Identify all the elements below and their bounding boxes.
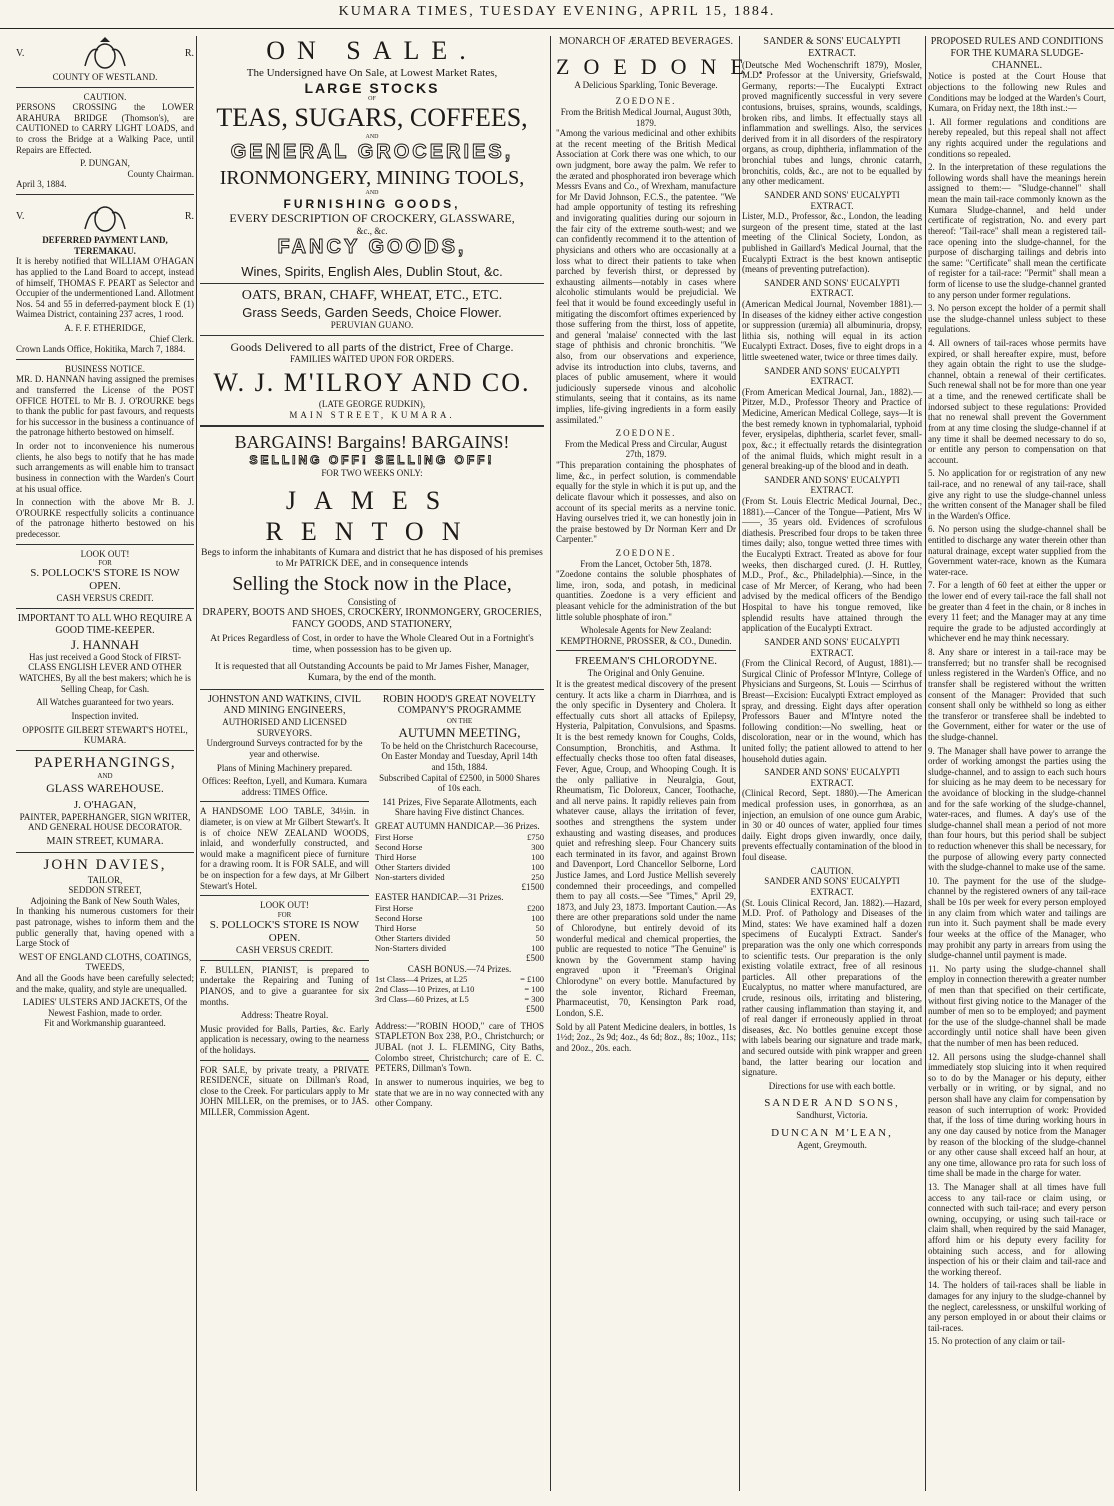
groceries-heading: GENERAL GROCERIES, bbox=[230, 140, 514, 163]
zoedone-heading: ZOEDONE. bbox=[556, 53, 778, 79]
county-heading: COUNTY OF WESTLAND. bbox=[52, 72, 158, 82]
cash-prizes: 1st Class—4 Prizes, at L25 = £100 2nd Class—10 Prizes, at L10 = 100 3rd Class—60 Prizes, at L5 = 300 £500 bbox=[375, 974, 544, 1015]
royal-arms-icon bbox=[70, 199, 140, 235]
davies-title: JOHN DAVIES, bbox=[43, 856, 167, 873]
column-rule bbox=[925, 36, 926, 1491]
teas-heading: TEAS, SUGARS, COFFEES, bbox=[216, 103, 528, 133]
column-1: V. R. COUNTY OF WESTLAND. CAUTION. PERSONS CROSSING the LOWER ARAHURA BRIDGE (Thomson's), are CAUTIONED to CARRY LIGHT LOADS, and to cross the Bridge at a Walking Pace, until Repairs are Effected. P. DUNGAN, County Chairman. April 3, 1884. V. R. DEFERRED PAYMENT LAND, TEREMAKAU. It is hereby notified that WILLIAM O'HAGAN has applied to the Land Board to accept, instead of himself, THOMAS F. PEART as Selector and Occupier of the undermentioned Land. Allotment Nos. 54 and 55 in deferred-payment block E (1) Waimea District, containing 237 acres, 1 rood. A. F. F. ETHERIDGE, Chief Clerk. Crown Lands Office, Hokitika, March 7, 1884. BUSINESS NOTICE. MR. D. HANNAN having assigned the premises and transferred the License of the POST OFFICE HOTEL to Mr B. J. O'ROURKE begs to thank the public for past favours, and requests for his successor in the business a continuance of the patronage hitherto bestowed on himself. In order not to inconvenience his numerous clients, he also begs to notify that he has made such arrangements as will enable him to transact business in connection with the Warden's Court at his usual office. In connection with the above Mr B. J. O'ROURKE respectfully solicits a continuance of the patronage hitherto bestowed on his predecessor. LOOK OUT! FOR S. POLLOCK'S STORE IS NOW OPEN. CASH VERSUS CREDIT. IMPORTANT TO ALL WHO REQUIRE A GOOD TIME-KEEPER. J. HANNAH Has just received a Good Stock of FIRST-CLASS ENGLISH LEVER AND OTHER WATCHES, By all the best makers; which he is Selling Cheap, for Cash. All Watches guaranteed for two years. Inspection invited. OPPOSITE GILBERT STEWART'S HOTEL, KUMARA. PAPERHANGINGS, AND GLASS WAREHOUSE. J. O'HAGAN, PAINTER, PAPERHANGER, SIGN WRITER, AND GENERAL HOUSE DECORATOR. MAIN STREET, KUMARA. JOHN DAVIES, TAILOR, SEDDON STREET, Adjoining the Bank of New South Wales, In thanking his numerous customers for their past patronage, wishes to inform them and the public generally that, having opened with a Large Stock of WEST OF ENGLAND CLOTHS, COATINGS, TWEEDS, And all the Goods have been carefully selected; and the make, quality, and style are unequalled. LADIES' ULSTERS AND JACKETS, Of the Newest Fashion, made to order. Fit and Workmanship guaranteed. bbox=[16, 36, 194, 1491]
rule-item: 4. All owners of tail-races whose permits have expired, or shall hereafter expire, must, before they again obtain the right to use the sludge-channel, obtain a renewal of their certificates. Such renewal shall not be for more than one year at a time, and the renewed certificate shall be indorsed subject to these regulations: Provided that no renewal shall prevent the Government from at any time closing the sludge-channel if at any time it shall be deemed necessary to do so, or entitle any person to compensation on that account. bbox=[928, 338, 1106, 465]
rule-item: 10. The payment for the use of the sludge-channel by the registered owners of any tail-race shall be 10s per week for every person employed in any claim from which water and tailings are run into it. Such payment shall be made every four weeks at the office of the Manager, who may prohibit any party in arrears from using the sludge-channel until payment is made. bbox=[928, 875, 1106, 961]
important-title: IMPORTANT TO ALL WHO REQUIRE A GOOD TIME-KEEPER. bbox=[17, 612, 193, 636]
prize-row: First Horse £750 bbox=[375, 831, 544, 842]
masthead: KUMARA TIMES, TUESDAY EVENING, APRIL 15, 1884. bbox=[0, 4, 1114, 29]
rule-item: 7. For a length of 60 feet at either the upper or the lower end of every tail-race the fall shall not be greater than 4 feet in the chain, or 8 inches in every 11 feet; and the Manager may at any time require the grade to be adjusted accordingly at whichever end he may think necessary. bbox=[928, 580, 1106, 644]
rule-item: 12. All persons using the sludge-channel shall immediately stop sluicing into it when required so to do by the Manager or his deputy, either verbally or in writing, or by signal, and no person shall have any claim for compensation by reason of such interruption of work: Provided that, if the loss of time during working hours in any one day caused by notice from the Manager by reason of the blocking of the sludge-channel or any other cause shall exceed half an hour, at any one time, allowance pro rata for such loss of time shall be made in the charge for water. bbox=[928, 1051, 1106, 1179]
sludge-rules-title: PROPOSED RULES AND CONDITIONS FOR THE KUMARA SLUDGE-CHANNEL. bbox=[930, 36, 1104, 71]
great-prizes: First Horse £750 Second Horse 300 Third Horse 100 Other Starters divided 100 Non-starters divided 250 £1500 bbox=[375, 831, 544, 892]
column-2: ON SALE. The Undersigned have On Sale, at Lowest Market Rates, LARGE STOCKS OF TEAS, SUGARS, COFFEES, AND GENERAL GROCERIES, IRONMONGERY, MINING TOOLS, AND FURNISHING GOODS, EVERY DESCRIPTION OF CROCKERY, GLASSWARE, &c., &c. FANCY GOODS, Wines, Spirits, English Ales, Dublin Stout, &c. OATS, BRAN, CHAFF, WHEAT, ETC., ETC. Grass Seeds, Garden Seeds, Choice Flower. PERUVIAN GUANO. Goods Delivered to all parts of the district, Free of Charge. FAMILIES WAITED UPON FOR ORDERS. W. J. M'ILROY AND CO. (LATE GEORGE RUDKIN), MAIN STREET, KUMARA. BARGAINS! Bargains! BARGAINS! SELLING OFF! SELLING OFF! FOR TWO WEEKS ONLY: JAMES RENTON Begs to inform the inhabitants of Kumara and district that he has disposed of his premises to Mr PATRICK DEE, and in consequence intends Selling the Stock now in the Place, Consisting of DRAPERY, BOOTS AND SHOES, CROCKERY, IRONMONGERY, GROCERIES, FANCY GOODS, AND STATIONERY, At Prices Regardless of Cost, in order to have the Whole Cleared Out in a Fortnight's time, when possession has to be given up. It is requested that all Outstanding Accounts be paid to Mr James Fisher, Manager, Kumara, by the end of the month. JOHNSTON AND WATKINS, CIVIL AND MINING ENGINEERS, AUTHORISED AND LICENSED SURVEYORS. Underground Surveys contracted for by the year and otherwise. Plans of Mining Machinery prepared. Offices: Reefton, Lyell, and Kumara. Kumara address: TIMES Office. A HANDSOME LOO TABLE, 34½in. in diameter, is on view at Mr Gilbert Stewart's. It is of choice NEW ZEALAND WOODS, inlaid, and wonderfully constructed, and would make a magnificent piece of furniture for a drawing room. It is FOR SALE, and will be on inspection for a few days, at Mr Gilbert Stewart's Hotel. LOOK OUT! FOR S. POLLOCK'S STORE IS NOW OPEN. CASH VERSUS CREDIT. F. BULLEN, PIANIST, is prepared to undertake the Repairing and Tuning of PIANOS, and to give a guarantee for six months. Address: Theatre Royal. Music provided for Balls, Parties, &c. Early application is necessary, owing to the nearness of the holidays. FOR SALE, by private treaty, a PRIVATE RESIDENCE, situate on Dillman's Road, close to the Creek. For particulars apply to Mr JOHN MILLER, on the premises, or to JAS. MILLER, Commission Agent. ROBIN HOOD'S GREAT NOVELTY COMPANY'S PROGRAMME ON THE AUTUMN MEETING, To be held on the Christchurch Racecourse, On Easter Monday and Tuesday, April 14th and 15th, 1884. Subscribed Capital of £2500, in 5000 Shares of 10s each. 141 Prizes, Five Separate Allotments, each Share having Five distinct Chances. GREAT AUTUMN HANDICAP.—36 Prizes. First Horse £750 Second Horse 300 Third Horse 100 Other Starters divided 100 Non-starters divided 250 £1500 EASTER HANDICAP.—31 Prizes. First Horse £200 Second Horse 100 Third Horse 50 Other Starters divided 50 Non-Starters divided 100 £500 CASH BONUS.—74 Prizes. 1st Class—4 Prizes, at L25 = £100 2nd Class—10 Prizes, at L10 = 100 3rd Class—60 Prizes, at L5 = 300 £500 Address:—"ROBIN HOOD," care of THOS STAPLETON Box 238, P.O., Christchurch; or JUBAL (not J. L. FLEMING, City Baths, Colombo street, Christchurch; care of E. C. PETERS, Dillman's Town. In answer to numerous inquiries, we beg to state that we are in no way connected with any other Company. bbox=[200, 36, 544, 1491]
loo-table-ad: A HANDSOME LOO TABLE, 34½in. in diameter, is on view at Mr Gilbert Stewart's. It is of choice NEW ZEALAND WOODS, inlaid, and wonderfully constructed, and would make a magnificent piece of furniture for a drawing room. It is FOR SALE, and will be on inspection for a few days, at Mr Gilbert Stewart's Hotel. bbox=[200, 806, 369, 891]
prize-row: Second Horse 100 bbox=[375, 912, 544, 923]
prize-row: Other Starters divided 100 bbox=[375, 861, 544, 872]
prize-row: Second Horse 300 bbox=[375, 841, 544, 852]
column-3: MONARCH OF ÆRATED BEVERAGES. ZOEDONE. A Delicious Sparkling, Tonic Beverage. ZOEDONE. From the British Medical Journal, August 30th, 1879. "Among the various medicinal and other exhibits at the recent meeting of the British Medical Association at Cork there was one which, to our own judgment, bore away the palm. We refer to the ærated and phosphorated iron beverage which Messrs Evans and Co., of Wrexham, manufacture for Mr David Johnson, F.C.S., the patentee. "We had ample opportunity of testing its refreshing and invigorating qualities during our sojourn in the fair city of the extreme south-west; and we can confidently recommend it to the attention of physicians and others who are occasionally at a loss what to direct their patients to take when parched by feverish thirst, or depressed by exhausting ailments—notably in cases where alcoholic stimulants would be prejudicial. We feel that it would be found exceedingly useful in mitigating the discomfort oftimes experienced by those suffering from the thirst, loss of appetite, and general 'malaise' connected with the last stage of phthisis and chronic bronchitis. "We also, from our observations and experience, advise its introduction into clubs, taverns, and places of public amusement, where it would judiciously supersede vinous and alcoholic stimulants, seeing that it contains, as its name implies, life-giving ingredients in a form easily assimilated." ZOEDONE. From the Medical Press and Circular, August 27th, 1879. "This preparation containing the phosphates of lime, &c., in perfect solution, is commendable equally for the style in which it is put up, and the delicate flavour which it possesses, and also on account of its special merits as a nervine tonic. Having ourselves tried it, we can honestly join in the praise bestowed by Dr Norman Kerr and Dr Carpenter." ZOEDONE. From the Lancet, October 5th, 1878. "Zoedone contains the soluble phosphates of lime, iron, soda, and potash, in medicinal quantities. Zoedone is a very efficient and pleasant vehicle for the administration of the but little soluble phosphate of iron." Wholesale Agents for New Zealand: KEMPTHORNE, PROSSER, & CO., Dunedin. FREEMAN'S CHLORODYNE. The Original and Only Genuine. It is the greatest medical discovery of the present century. It acts like a charm in Diarrhœa, and is the only specific in Dysentery and Cholera. It effectually cuts short all attacks of Epilepsy, Hysteria, Palpitation, Convulsions, and Spasms. It is the best remedy known for Coughs, Colds, Consumption, Bronchitis, and Asthma. It effectually checks those too often fatal diseases, Fever, Ague, Croup, and Whooping Cough. It is the only palliative in Neuralgia, Gout, Rheumatism, Tic Doloreux, Cancer, Toothache, and all nerve pains. It rapidly relieves pain from whatever cause, allays the irritation of fever, soothes and strengthens the system under exhausting and wasting diseases, and produces quiet and refreshing sleep. Four Chancery suits each terminated in its favor, and against Brown and Davenport, Lord Chancellor Selborne, Lord Justice James, and Lord Justice Mellish severely condemned their proceedings, and compelled them to pay all costs.—See "Times," April 29, 1873, and July 23, 1873. Important Caution.—As there are other preparations sold under the name of Chlorodyne, but entirely devoid of its wonderful medical and chemical properties, the public are requested to notice "The Genuine" is known by the Government stamp having engraved upon it "Freeman's Original Chlorodyne" on every bottle. Manufactured by the sole inventor, Richard Freeman, Pharmaceutist, 70, Kensington Park road, London, S.E. Sold by all Patent Medicine dealers, in bottles, 1s 1½d; 2oz., 2s 9d; 4oz., 4s 6d; 8oz., 8s; 10oz., 11s; and 20oz., 20s. each. bbox=[556, 36, 778, 1053]
column-rule bbox=[550, 36, 551, 1491]
rule-item: 14. The holders of tail-races shall be liable in damages for any injury to the sludge-channel by the neglect, carelessness, or unskilful working of any person employed in or about their claims or tail-races. bbox=[928, 1280, 1106, 1333]
mcilroy-heading: W. J. M'ILROY AND CO. bbox=[213, 368, 531, 398]
rule-item: 1. All former regulations and conditions are hereby repealed, but this repeal shall not affect any rights acquired under the regulations and conditions so repealed. bbox=[928, 116, 1106, 159]
royal-arms-icon bbox=[70, 36, 140, 72]
royal-crest: V. R. bbox=[16, 36, 194, 72]
bargains-heading: BARGAINS! Bargains! BARGAINS! bbox=[234, 432, 510, 453]
rule-item: 13. The Manager shall at all times have full access to any tail-race or claim using, or connected with such tail-race; and every person owning, occupying, or using such tail-race or claim shall, when required by the said Manager, afford him or his deputy every facility for obtaining such access, and for allowing inspection of his or their claim and tail-race and the working thereof. bbox=[928, 1181, 1106, 1277]
freeman-title: FREEMAN'S CHLORODYNE. bbox=[575, 655, 717, 668]
rule-item: 8. Any share or interest in a tail-race may be transferred; but no transfer shall be recognised unless registered in the Warden's Office, and no transfer shall be registered without the written consent of the Manager: Provided that such consent shall only be withheld so long as either the transferor or transferee shall be indebted to the Government, either for water or the use of the sludge-channel. bbox=[928, 647, 1106, 742]
prize-row: First Horse £200 bbox=[375, 902, 544, 913]
prize-row: 2nd Class—10 Prizes, at L10 = 100 bbox=[375, 984, 544, 995]
bullen-ad: F. BULLEN, PIANIST, is prepared to undertake the Repairing and Tuning of PIANOS, and to give a guarantee for six months. bbox=[200, 964, 369, 1007]
easter-prizes: First Horse £200 Second Horse 100 Third Horse 50 Other Starters divided 50 Non-Starters divided 100 £500 bbox=[375, 902, 544, 963]
column-5: PROPOSED RULES AND CONDITIONS FOR THE KUMARA SLUDGE-CHANNEL. Notice is posted at the Court House that objections to the following new Rules and Conditions may be lodged at the Warden's Court, Kumara, on Friday next, the 18th inst.:— 1. All former regulations and conditions are hereby repealed, but this repeal shall not affect any rights acquired under the regulations and conditions so repealed. 2. In the interpretation of these regulations the following words shall have the meanings herein assigned to them:— "Sludge-channel" shall mean the main tail-race commonly known as the Kumara Sludge-channel, and held under certificate of registration, No. and every part thereof: "Tail-race" shall mean a registered tail-race opening into the sludge-channel, for the purpose of discharging tailings and debris into the same: "Certificate" shall mean the certificate of register for a tail-race: "Permit" shall mean a form of license to use the sludge-channel granted to any person under former regulations. 3. No person except the holder of a permit shall use the sludge-channel unless subject to these regulations. 4. All owners of tail-races whose permits have expired, or shall hereafter expire, must, before they again obtain the right to use the sludge-channel, obtain a renewal of their certificates. Such renewal shall not be for more than one year at a time, and the renewed certificate shall be indorsed subject to these regulations: Provided that no renewal shall prevent the Government from at any time closing the sludge-channel if at any time it shall be deemed necessary to do so, or entitle any person to compensation on that account. 5. No application for or registration of any new tail-race, and no renewal of any tail-race, shall give any right to use the sludge-channel unless the written consent of the Manager shall be filed in the Warden's Office. 6. No person using the sludge-channel shall be entitled to discharge any water therein other than natural drainage, except water supplied from the Government water-race, known as the Kumara water-race. 7. For a length of 60 feet at either the upper or the lower end of every tail-race the fall shall not be greater than 4 feet in the chain, or 8 inches in every 11 feet; and the Manager may at any time require the grade to be adjusted accordingly at whichever end he may think necessary. 8. Any share or interest in a tail-race may be transferred; but no transfer shall be recognised unless registered in the Warden's Office, and no transfer shall be registered without the written consent of the Manager: Provided that such consent shall only be withheld so long as either the transferor or transferee shall be indebted to the Government, either for water or the use of the sludge-channel. 9. The Manager shall have power to arrange the order of working amongst the parties using the sludge-channel, and to assign to each such hours for sluicing as he may deem to be necessary for the avoidance of blocking in the sludge-channel and for the safe working of the sludge-channel, water-races, and flumes. A day's use of the sludge-channel shall mean a period of not more than four hours, but this period shall be subject to reduction whenever this shall be necessary, for the purpose of allowing every party connected with the sludge-channel to make use of the same. 10. The payment for the use of the sludge-channel by the registered owners of any tail-race shall be 10s per week for every person employed in any claim from which water and tailings are run into it. Such payment shall be made every four weeks at the office of the Manager, who may prohibit any party in arrears from using the sludge-channel until payment is made. 11. No party using the sludge-channel shall employ in connection therewith a greater number of men than that specified on their certificate, without first giving notice to the Manager of the number of men so to be employed; and payment for the use of the sludge-channel shall be made accordingly until notice shall have been given that the number of men has been reduced. 12. All persons using the sludge-channel shall immediately stop sluicing into it when required so to do by the Manager or his deputy, either verbally or in writing, or by signal, and no person shall have any claim for compensation by reason of such interruption of work: Provided that, if the loss of time during working hours in any one day caused by notice from the Manager by reason of the blocking of the sludge-channel or any other cause shall exceed half an hour, at any one time, allowance pro rata for such loss of time shall be made in the charge for water. 13. The Manager shall at all times have full access to any tail-race or claim using, or connected with such tail-race; and every person owning, occupying, or using such tail-race or claim shall, when required by the said Manager, afford him or his deputy every facility for obtaining such access, and for allowing inspection of his or their claim and tail-race and the working thereof. 14. The holders of tail-races shall be liable in damages for any injury to the sludge-channel by the neglect, carelessness, or unskilful working of any person employed in or about their claims or tail-races. 15. No protection of any claim or tail- bbox=[928, 36, 1106, 1347]
renton-heading: JAMES RENTON bbox=[265, 486, 479, 546]
robin-hood-title: ROBIN HOOD'S GREAT NOVELTY COMPANY'S PROGRAMME bbox=[382, 693, 537, 717]
rule-item: 3. No person except the holder of a permit shall use the sludge-channel unless subject to these regulations. bbox=[928, 303, 1106, 335]
paperhangings-title: PAPERHANGINGS, bbox=[34, 754, 176, 771]
rule-item: 9. The Manager shall have power to arrange the order of working amongst the parties using the sludge-channel, and to assign to each such hours for sluicing as he may deem to be necessary for the avoidance of blocking in the sludge-channel and for the safe working of the sludge-channel, water-races, and flumes. A day's use of the sludge-channel shall mean a period of not more than four hours, but this period shall be subject to reduction whenever this shall be necessary, for the purpose of allowing every party connected with the sludge-channel to make use of the same. bbox=[928, 745, 1106, 873]
rule-item: 6. No person using the sludge-channel shall be entitled to discharge any water therein other than natural drainage, except water supplied from the Government water-race, known as the Kumara water-race. bbox=[928, 524, 1106, 577]
prize-row: Non-Starters divided 100 bbox=[375, 942, 544, 953]
column-rule bbox=[196, 36, 197, 1491]
monarch-title: MONARCH OF ÆRATED BEVERAGES. bbox=[559, 36, 733, 47]
prize-row: 1st Class—4 Prizes, at L25 = £100 bbox=[375, 974, 544, 985]
prize-row: Third Horse 100 bbox=[375, 851, 544, 862]
prize-row: Third Horse 50 bbox=[375, 922, 544, 933]
rule-item: 15. No protection of any claim or tail- bbox=[928, 1336, 1065, 1347]
on-sale-title: ON SALE. bbox=[266, 36, 478, 65]
royal-crest: V. R. bbox=[16, 199, 194, 235]
prize-row: 3rd Class—60 Prizes, at L5 = 300 bbox=[375, 994, 544, 1005]
prize-row: Other Starters divided 50 bbox=[375, 932, 544, 943]
two-column-ads: JOHNSTON AND WATKINS, CIVIL AND MINING ENGINEERS, AUTHORISED AND LICENSED SURVEYORS. Underground Surveys contracted for by the year and otherwise. Plans of Mining Machinery prepared. Offices: Reefton, Lyell, and Kumara. Kumara address: TIMES Office. A HANDSOME LOO TABLE, 34½in. in diameter, is on view at Mr Gilbert Stewart's. It is of choice NEW ZEALAND WOODS, inlaid, and wonderfully constructed, and would make a magnificent piece of furniture for a drawing room. It is FOR SALE, and will be on inspection for a few days, at Mr Gilbert Stewart's Hotel. LOOK OUT! FOR S. POLLOCK'S STORE IS NOW OPEN. CASH VERSUS CREDIT. F. BULLEN, PIANIST, is prepared to undertake the Repairing and Tuning of PIANOS, and to give a guarantee for six months. Address: Theatre Royal. Music provided for Balls, Parties, &c. Early application is necessary, owing to the nearness of the holidays. FOR SALE, by private treaty, a PRIVATE RESIDENCE, situate on Dillman's Road, close to the Creek. For particulars apply to Mr JOHN MILLER, on the premises, or to JAS. MILLER, Commission Agent. ROBIN HOOD'S GREAT NOVELTY COMPANY'S PROGRAMME ON THE AUTUMN MEETING, To be held on the Christchurch Racecourse, On Easter Monday and Tuesday, April 14th and 15th, 1884. Subscribed Capital of £2500, in 5000 Shares of 10s each. 141 Prizes, Five Separate Allotments, each Share having Five distinct Chances. GREAT AUTUMN HANDICAP.—36 Prizes. First Horse £750 Second Horse 300 Third Horse 100 Other Starters divided 100 Non-starters divided 250 £1500 EASTER HANDICAP.—31 Prizes. First Horse £200 Second Horse 100 Third Horse 50 Other Starters divided 50 Non-Starters divided 100 £500 CASH BONUS.—74 Prizes. 1st Class—4 Prizes, at L25 = £100 2nd Class—10 Prizes, at L10 = 100 3rd Class—60 Prizes, at L5 = 300 £500 Address:—"ROBIN HOOD," care of THOS STAPLETON Box 238, P.O., Christchurch; or JUBAL (not J. L. FLEMING, City Baths, Colombo street, Christchurch; care of E. C. PETERS, Dillman's Town. In answer to numerous inquiries, we beg to state that we are in no way connected with any other Company. bbox=[200, 693, 544, 1118]
column-4: SANDER & SONS' EUCALYPTI EXTRACT. (Deutsche Med Wochenschrift 1879), Mosler, M.D. Professor at the University, Griefswald, Germany, reports:—The Eucalypti Extract proved magnificently successful in very severe contusions, bruises, sprains, wounds, scaldings, broken ribs, and limbs. It effectually stays all inflammation and swellings. Also, the services derived from it in all disorders of the respiratory organs, as croup, diphtheria, inflammation of the bronchial tubes and lungs, chronic catarrh, bronchitis, colds, &c., are not to be equalled by any other medicament. SANDER AND SONS' EUCALYPTI EXTRACT. Lister, M.D., Professor, &c., London, the leading surgeon of the present time, stated at the last meeting of the Clinical Society, London, as published in Gaillard's Medical Journal, that the Eucalypti Extract is the best known antiseptic (means of preventing putrefaction). SANDER AND SONS' EUCALYPTI EXTRACT. (American Medical Journal, November 1881).—In diseases of the kidney either active congestion or suppression (uræmia) all albuminuria, dropsy, lithia sis, nothing will equal in its action Eucalypti Extract. Doses, five to eight drops in a little sweetened water, twice or three times daily. SANDER AND SONS' EUCALYPTI EXTRACT. (From American Medical Journal, Jan., 1882).—Pitzer, M.D., Professor Theory and Practice of Medicine, American Medical College, says—It is the best remedy known in typhomalarial, typhoid fever, erysipelas, diphtheria, scarlet fever, small-pox, &c.; it effectually retards the disintegration of the animal fluids, which might result in a general breaking-up of the blood and in death. SANDER AND SONS' EUCALYPTI EXTRACT. (From St. Louis Electric Medical Journal, Dec., 1881).—Cancer of the Tongue—Patient, Mrs W——, 35 years old. Evidences of scrofulous diathesis. Prescribed four drops to be taken three times daily; also, tongue wetted three times with the Eucalypti Extract. Treated as above for four weeks, then discharged cured. (J. H. Ruttley, M.D., Prof., &c., Philadelphia).—Since, in the case of Mr Mercer, of Kerang, who had been advised by the medical officers of the Bendigo Hospital to have his tongue removed, like splendid results have attained through the application of the Eucalypti Extract. SANDER AND SONS' EUCALYPTI EXTRACT. (From the Clinical Record, of August, 1881).—Surgical Clinic of Professor M'Intyre, College of Physicians and Surgeons, St. Louis — Scirrhus of Breast—Excision: Eucalypti Extract employed as spray, and dressing. Eight days after operation Professors Bauer and M'Intyre noted the following condition:—No swelling, heat or discoloration, near or in the wound, which has united folly; the patient allowed to attend to her household duties again. SANDER AND SONS' EUCALYPTI EXTRACT. (Clinical Record, Sept. 1880).—The American medical profession uses, in gonorrhœa, as an injection, an emulsion of one ounce gum Arabic, in 30 or 40 ounces of water, applied four times daily. Eight drops given inwardly, once daily, prevents effectually contamination of the blood in foul disease. CAUTION. SANDER AND SONS' EUCALYPTI EXTRACT. (St. Louis Clinical Record, Jan. 1882).—Hazard, M.D. Prof. of Pathology and Diseases of the Mind, states: We have examined half a dozen specimens of Eucalypti Extract. Sander's preparation was the only one which corresponds to scientific tests. Our preparation is the only existing volatile extract, free of all resinous particles. All other preparations of the Eucalyptus, no matter where manufactured, are crude, resinous oils, irritating and blistering, rather causing inflammation than staying it, and of real danger if erroneously applied in throat diseases, &c. No bottles genuine except those with labels bearing our signature and trade mark, and secured outside with pink wrapper and green band, the latter bearing our location and signature. Directions for use with each bottle. SANDER AND SONS, Sandhurst, Victoria. DUNCAN M'LEAN, Agent, Greymouth. bbox=[742, 36, 922, 1151]
business-notice-title: BUSINESS NOTICE. bbox=[64, 363, 145, 374]
rule-item: 2. In the interpretation of these regulations the following words shall have the meanings herein assigned to them:— "Sludge-channel" shall mean the main tail-race commonly known as the Kumara Sludge-channel, and held under certificate of registration, No. and every part thereof: "Tail-race" shall mean a registered tail-race opening into the sludge-channel, for the purpose of discharging tailings and debris into the same: "Certificate" shall mean the certificate of register for a tail-race: "Permit" shall mean a form of license to use the sludge-channel granted to any person under former regulations. bbox=[928, 162, 1106, 300]
eucalypti-title: SANDER & SONS' EUCALYPTI EXTRACT. bbox=[763, 36, 901, 59]
caution-body: PERSONS CROSSING the LOWER ARAHURA BRIDGE (Thomson's), are CAUTIONED to CARRY LIGHT LOADS, and to cross the Bridge at a Walking Pace, until Repairs are Effected. bbox=[16, 102, 194, 155]
pollock-store: S. POLLOCK'S STORE IS NOW OPEN. bbox=[30, 567, 180, 593]
fancy-goods-heading: FANCY GOODS, bbox=[277, 236, 467, 259]
caution-title: CAUTION. bbox=[83, 91, 127, 102]
rule-item: 5. No application for or registration of any new tail-race, and no renewal of any tail-race, shall give any right to use the sludge-channel unless the written consent of the Manager shall be filed in the Warden's Office. bbox=[928, 468, 1106, 521]
for-sale-ad: FOR SALE, by private treaty, a PRIVATE RESIDENCE, situate on Dillman's Road, close to the Creek. For particulars apply to Mr JOHN MILLER, on the premises, or to JAS. MILLER, Commission Agent. bbox=[200, 1064, 369, 1118]
rule-item: 11. No party using the sludge-channel shall employ in connection therewith a greater number of men than that specified on their certificate, without first giving notice to the Manager of the number of men so to be employed; and payment for the use of the sludge-channel shall be made accordingly until notice shall have been given that the number of men has been reduced. bbox=[928, 963, 1106, 1049]
prize-row: Non-starters divided 250 bbox=[375, 871, 544, 882]
deferred-payment-title: DEFERRED PAYMENT LAND, TEREMAKAU. bbox=[42, 235, 168, 256]
column-rule bbox=[739, 36, 740, 1491]
